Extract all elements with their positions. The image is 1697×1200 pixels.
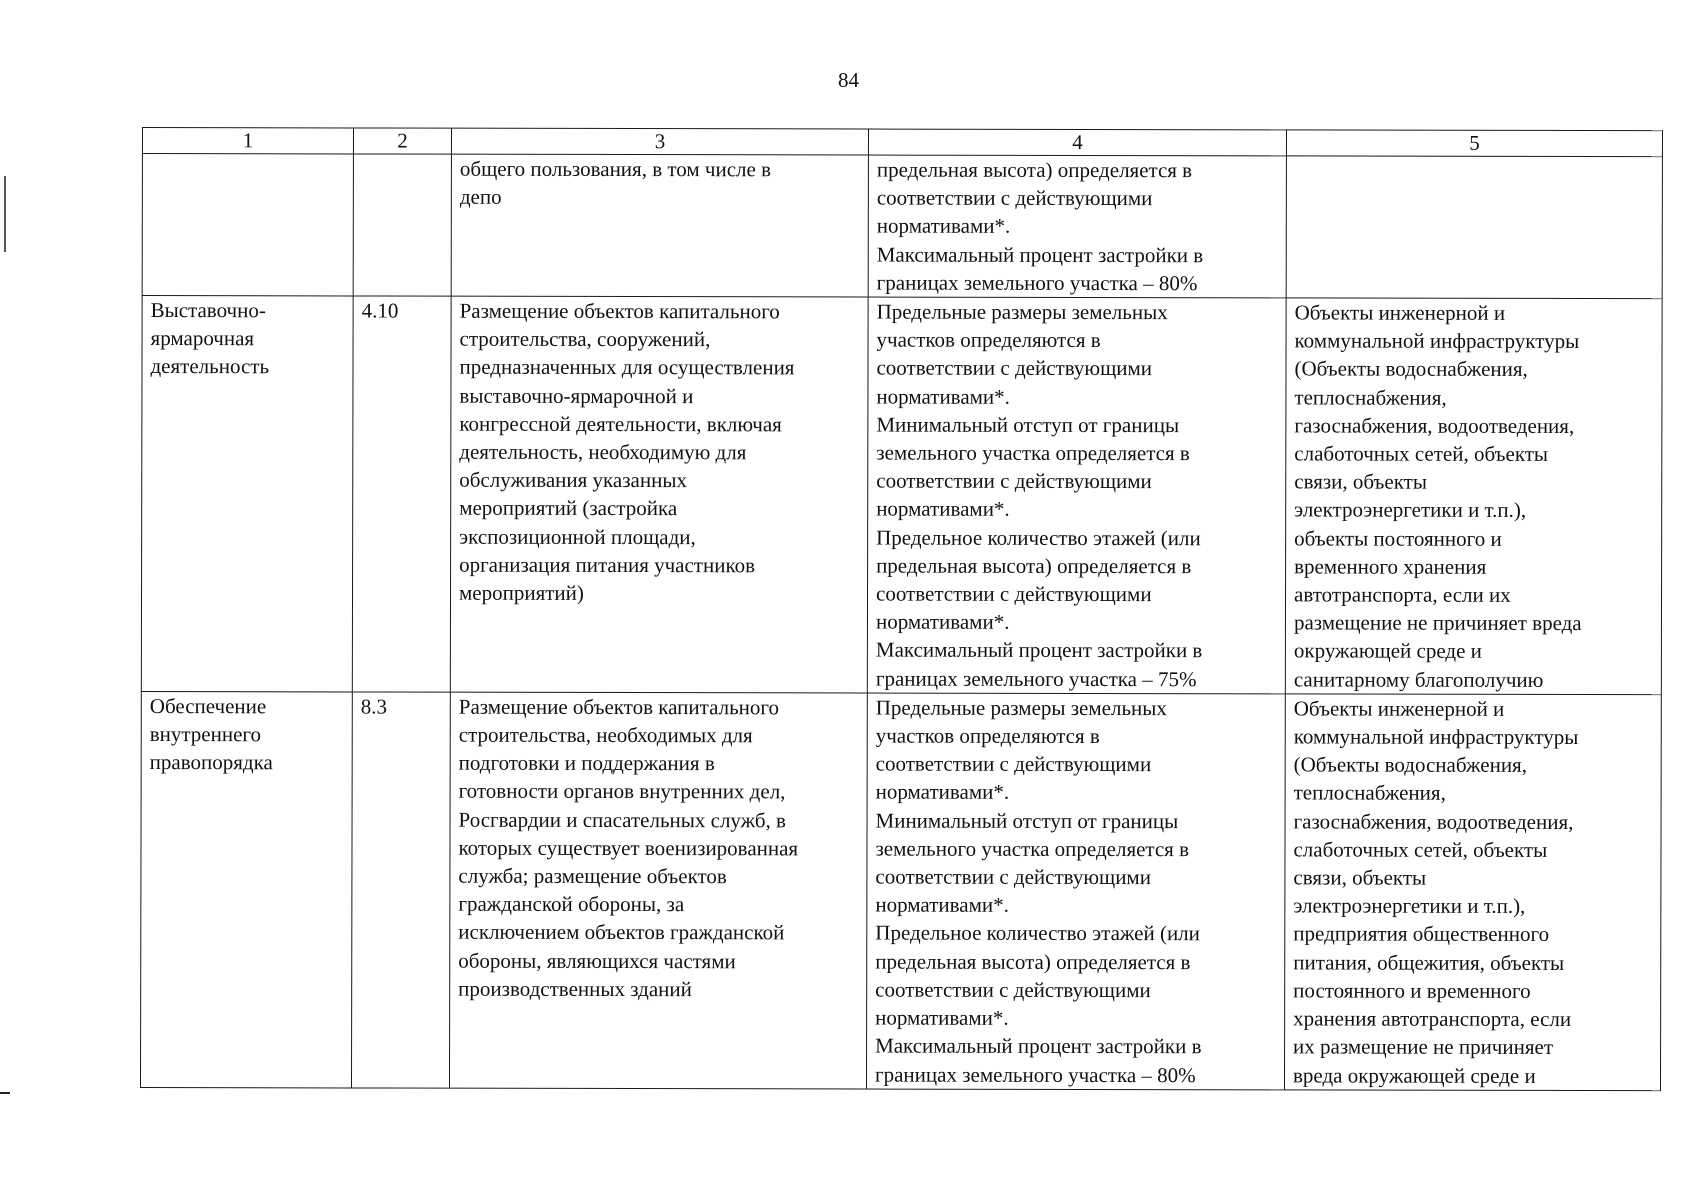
use-type-code (353, 154, 451, 296)
column-header-5: 5 (1286, 130, 1662, 157)
use-type-description: общего пользования, в том числе в депо (451, 154, 868, 297)
use-type-name (142, 154, 353, 296)
use-type-name: Выставочно- ярмарочная деятельность (141, 296, 353, 692)
use-type-name: Обеспечение внутреннего правопорядка (140, 691, 352, 1087)
construction-parameters: Предельные размеры земельных участков определяются в соответствии с действующими нормативами*. Минимальный отступ от границы земельного участка определяется в соответствии с действующими нормативами*. Предельное количество этажей (или предельная высота) определяется в соответствии с действующими нормативами*. Максимальный процент застройки в границах земельного участка – 75% (867, 297, 1286, 694)
table-row (141, 296, 1662, 695)
table-header-row (142, 128, 1662, 157)
table-row (140, 691, 1661, 1090)
column-header-4: 4 (868, 129, 1286, 156)
column-header-1: 1 (142, 128, 353, 154)
column-header-2: 2 (353, 128, 451, 154)
auxiliary-uses: Объекты инженерной и коммунальной инфраструктуры (Объекты водоснабжения, теплоснабжения, газоснабжения, водоотведения, слаботочных сетей, объекты связи, объекты электроэнергетики и т.п.), предприятия общественного питания, общежития, объекты постоянного и временного хранения автотранспорта, если их размещение не причиняет вреда окружающей среде и (1284, 694, 1661, 1091)
scan-margin-mark (4, 176, 6, 252)
table-row (142, 154, 1662, 299)
construction-parameters: Предельные размеры земельных участков определяются в соответствии с действующими нормативами*. Минимальный отступ от границы земельного участка определяется в соответствии с действующими нормативами*. Предельное количество этажей (или предельная высота) определяется в соответствии с действующими нормативами*. Максимальный процент застройки в границах земельного участка – 80% (866, 693, 1285, 1090)
construction-parameters: предельная высота) определяется в соответствии с действующими нормативами*. Максимальный процент застройки в границах земельного участка – 80% (868, 155, 1286, 298)
auxiliary-uses (1286, 156, 1662, 299)
use-type-code: 8.3 (351, 692, 450, 1088)
land-use-regulations-table (140, 127, 1663, 1091)
scan-margin-mark (0, 1092, 10, 1094)
column-header-3: 3 (451, 128, 868, 155)
auxiliary-uses: Объекты инженерной и коммунальной инфраструктуры (Объекты водоснабжения, теплоснабжения, газоснабжения, водоотведения, слаботочных сетей, объекты связи, объекты электроэнергетики и т.п.), объекты постоянного и временного хранения автотранспорта, если их размещение не причиняет вреда окружающей среде и санитарному благополучию (1285, 298, 1662, 695)
page-number: 84 (838, 68, 859, 92)
use-type-description: Размещение объектов капитального строительства, необходимых для подготовки и поддержания в готовности органов внутренних дел, Росгвардии и спасательных служб, в которых существует военизированная служба; размещение объектов гражданской обороны, за исключением объектов гражданской обороны, являющихся частями производственных зданий (449, 692, 867, 1089)
use-type-description: Размещение объектов капитального строительства, сооружений, предназначенных для осуществления выставочно-ярмарочной и конгрессной деятельности, включая деятельность, необходимую для обслуживания указанных мероприятий (застройка экспозиционной площади, организация питания участников мероприятий) (450, 296, 868, 693)
use-type-code: 4.10 (352, 296, 451, 692)
